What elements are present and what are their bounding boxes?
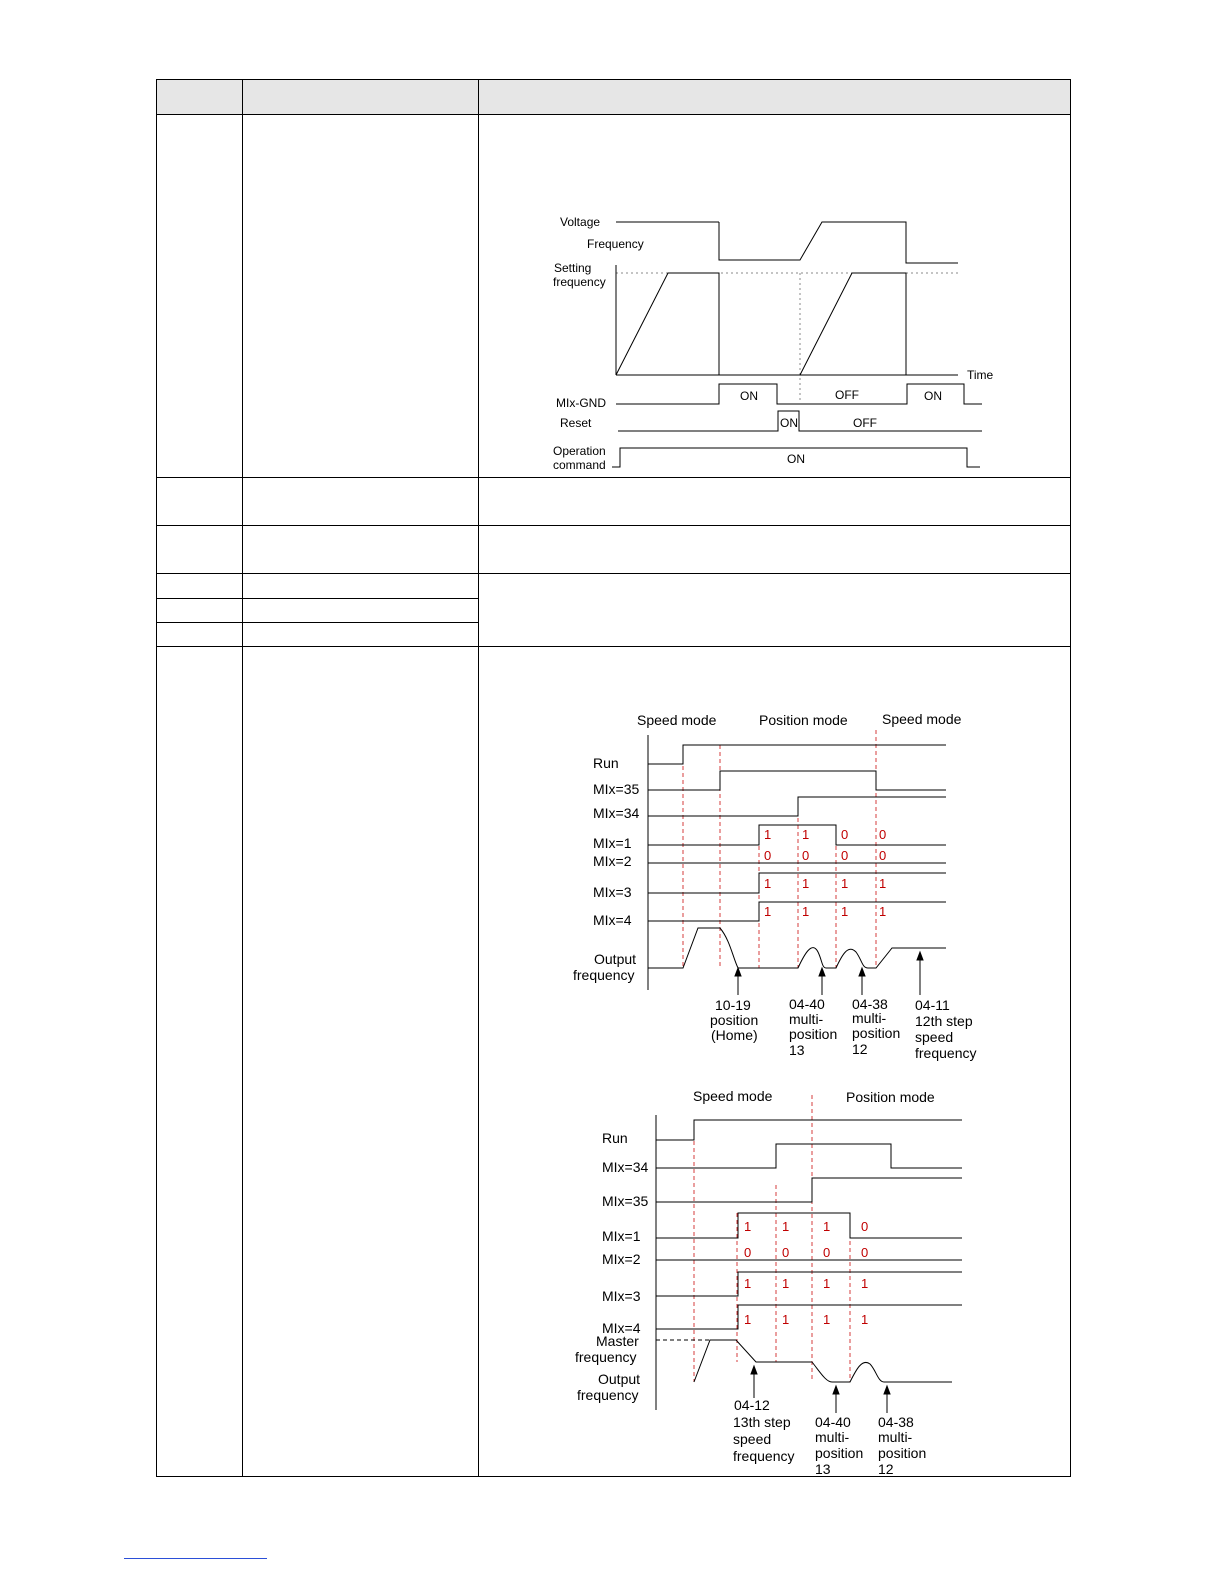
- bit: 1: [823, 1312, 831, 1327]
- parameter-table: [156, 79, 1071, 1477]
- mode-position: Position mode: [759, 712, 848, 728]
- signal-run: Run: [602, 1130, 628, 1146]
- bit: 1: [879, 904, 887, 919]
- mix-gnd-on-1: ON: [740, 389, 758, 403]
- annotation-text: position: [852, 1025, 901, 1041]
- bit: 1: [879, 876, 887, 891]
- reset-on: ON: [780, 416, 798, 430]
- mix-gnd-off: OFF: [835, 388, 859, 402]
- run-signal: [656, 1120, 962, 1140]
- mode-speed-1: Speed mode: [637, 712, 717, 728]
- mix34-signal: [648, 797, 876, 816]
- label-voltage: Voltage: [560, 215, 601, 229]
- voltage-curve: [719, 222, 958, 263]
- annotation-text: multi-: [815, 1429, 850, 1445]
- signal-master-frequency: frequency: [575, 1349, 637, 1365]
- signal-mix2: MIx=2: [593, 853, 632, 869]
- output-frequency-curve: [694, 1340, 952, 1382]
- bit: 1: [764, 904, 772, 919]
- signal-mix2: MIx=2: [602, 1251, 641, 1267]
- label-setting-frequency: frequency: [553, 275, 606, 289]
- annotation-text: multi-: [852, 1010, 887, 1026]
- label-operation: Operation: [553, 444, 606, 458]
- bit: 1: [744, 1276, 752, 1291]
- bit: 0: [764, 848, 772, 863]
- annotation-text: 13: [789, 1042, 805, 1058]
- label-operation-command: command: [553, 458, 606, 472]
- signal-output-frequency: frequency: [573, 967, 635, 983]
- annotation-text: frequency: [915, 1045, 977, 1061]
- bit: 1: [802, 904, 810, 919]
- mix35-signal: [656, 1178, 962, 1202]
- mix3-signal: [648, 873, 946, 893]
- operation-on: ON: [787, 452, 805, 466]
- figure-speed-position: [575, 1088, 962, 1477]
- annotation-text: 04-12: [734, 1397, 770, 1413]
- signal-output: Output: [594, 951, 637, 967]
- annotation-text: (Home): [711, 1027, 758, 1043]
- signal-mix34: MIx=34: [593, 805, 640, 821]
- annotation-text: 10-19: [715, 997, 751, 1013]
- signal-run: Run: [593, 755, 619, 771]
- footer-link-underline[interactable]: [124, 1558, 267, 1559]
- mix4-signal: [656, 1305, 962, 1329]
- mode-position: Position mode: [846, 1089, 935, 1105]
- annotation-text: 12: [878, 1461, 894, 1477]
- signal-mix34: MIx=34: [602, 1159, 649, 1175]
- mix34-signal: [656, 1144, 962, 1168]
- signal-mix35: MIx=35: [602, 1193, 649, 1209]
- annotation-text: speed: [733, 1431, 772, 1447]
- figure-speed-position-speed: [573, 711, 976, 1061]
- label-setting: Setting: [554, 261, 592, 275]
- bit: 1: [823, 1276, 831, 1291]
- output-frequency-curve: [648, 928, 946, 968]
- signal-mix3: MIx=3: [593, 884, 632, 900]
- annotation-arrows: [735, 952, 923, 995]
- bit: 1: [764, 827, 772, 842]
- signal-mix35: MIx=35: [593, 781, 640, 797]
- bit: 1: [823, 1219, 831, 1234]
- bit: 0: [744, 1245, 752, 1260]
- signal-master: Master: [596, 1333, 639, 1349]
- bit: 0: [823, 1245, 831, 1260]
- annotation-text: 13th step: [733, 1414, 791, 1430]
- bit: 0: [802, 848, 810, 863]
- annotation-text: 12: [852, 1041, 868, 1057]
- signal-mix3: MIx=3: [602, 1288, 641, 1304]
- figure-reset-timing: [553, 215, 994, 472]
- bit: 1: [782, 1312, 790, 1327]
- signal-mix1: MIx=1: [602, 1228, 641, 1244]
- bit: 0: [841, 827, 849, 842]
- mode-speed-2: Speed mode: [882, 711, 962, 727]
- annotation-text: multi-: [878, 1429, 913, 1445]
- annotation-text: position: [710, 1012, 759, 1028]
- bit: 0: [782, 1245, 790, 1260]
- reset-signal: [618, 411, 982, 431]
- label-reset: Reset: [560, 416, 592, 430]
- mix1-signal: [648, 825, 946, 845]
- bit: 0: [861, 1245, 869, 1260]
- run-signal: [648, 745, 946, 764]
- label-mix-gnd: MIx-GND: [556, 396, 606, 410]
- bit: 1: [841, 904, 849, 919]
- annotation-text: 04-38: [878, 1414, 914, 1430]
- bit: 1: [861, 1312, 869, 1327]
- label-time: Time: [967, 368, 994, 382]
- annotation-text: 04-40: [815, 1414, 851, 1430]
- annotation-text: 04-38: [852, 996, 888, 1012]
- bit: 1: [744, 1219, 752, 1234]
- bit: 1: [744, 1312, 752, 1327]
- mode-speed: Speed mode: [693, 1088, 773, 1104]
- bit: 1: [841, 876, 849, 891]
- bit: 1: [764, 876, 772, 891]
- annotation-text: 04-11: [915, 997, 950, 1013]
- table-header-row: [157, 80, 1071, 115]
- bit: 0: [841, 848, 849, 863]
- mix1-signal: [656, 1213, 962, 1238]
- annotation-text: 12th step: [915, 1013, 973, 1029]
- reset-off: OFF: [853, 416, 877, 430]
- annotation-text: frequency: [733, 1448, 795, 1464]
- mix4-signal: [648, 902, 946, 921]
- annotation-text: position: [878, 1445, 927, 1461]
- signal-output: Output: [598, 1371, 641, 1387]
- mix3-signal: [656, 1272, 962, 1296]
- annotation-text: 04-40: [789, 996, 825, 1012]
- bit: 0: [861, 1219, 869, 1234]
- signal-output-frequency: frequency: [577, 1387, 639, 1403]
- bit: 1: [782, 1219, 790, 1234]
- bit: 1: [861, 1276, 869, 1291]
- signal-mix1: MIx=1: [593, 835, 632, 851]
- bit: 0: [879, 827, 887, 842]
- annotation-text: speed: [915, 1029, 954, 1045]
- frequency-curve: [616, 273, 719, 375]
- table-drawing: [156, 79, 1071, 1477]
- annotation-text: multi-: [789, 1011, 824, 1027]
- bit: 1: [802, 876, 810, 891]
- signal-mix4: MIx=4: [602, 1320, 641, 1336]
- mix35-signal: [648, 771, 946, 790]
- bit: 1: [782, 1276, 790, 1291]
- mix-gnd-on-2: ON: [924, 389, 942, 403]
- bit: 0: [879, 848, 887, 863]
- annotation-text: position: [789, 1026, 838, 1042]
- annotation-text: position: [815, 1445, 864, 1461]
- bit: 1: [802, 827, 810, 842]
- label-frequency: Frequency: [587, 237, 644, 251]
- annotation-text: 13: [815, 1461, 831, 1477]
- signal-mix4: MIx=4: [593, 912, 632, 928]
- frequency-curve-2: [800, 273, 906, 375]
